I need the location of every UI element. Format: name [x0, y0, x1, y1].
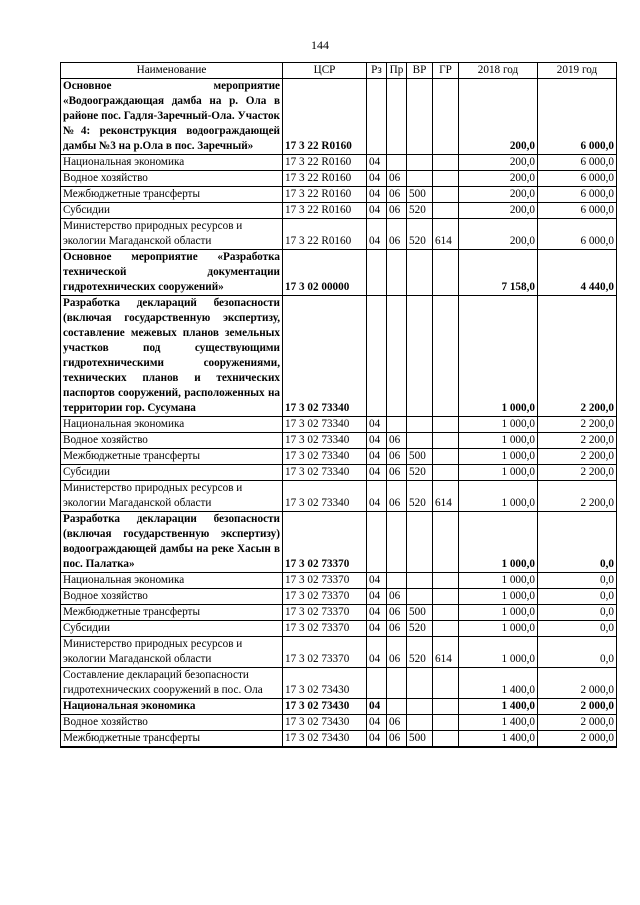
row-rz	[367, 296, 387, 417]
row-csr: 17 3 02 73430	[283, 668, 367, 699]
row-2019: 0,0	[538, 637, 617, 668]
row-2019: 0,0	[538, 605, 617, 621]
header-gr: ГР	[433, 63, 459, 79]
row-2019: 2 200,0	[538, 449, 617, 465]
row-gr	[433, 573, 459, 589]
row-csr: 17 3 02 73370	[283, 512, 367, 573]
row-vr	[407, 715, 433, 731]
row-vr	[407, 171, 433, 187]
row-2018: 200,0	[459, 155, 538, 171]
row-2018: 1 000,0	[459, 589, 538, 605]
row-2019: 2 200,0	[538, 296, 617, 417]
row-vr	[407, 512, 433, 573]
row-pr	[387, 417, 407, 433]
row-2018: 1 400,0	[459, 668, 538, 699]
row-vr: 500	[407, 449, 433, 465]
row-2018: 1 000,0	[459, 465, 538, 481]
row-2018: 200,0	[459, 79, 538, 155]
row-csr: 17 3 02 73370	[283, 589, 367, 605]
row-2018: 200,0	[459, 203, 538, 219]
table-row	[61, 465, 617, 481]
row-name: Субсидии	[61, 465, 283, 481]
row-csr: 17 3 02 73370	[283, 573, 367, 589]
row-rz: 04	[367, 433, 387, 449]
row-name: Водное хозяйство	[61, 715, 283, 731]
header-rz: Рз	[367, 63, 387, 79]
row-name: Водное хозяйство	[61, 171, 283, 187]
row-csr: 17 3 02 73430	[283, 731, 367, 747]
row-2018: 200,0	[459, 187, 538, 203]
row-name: Субсидии	[61, 621, 283, 637]
row-2018: 1 400,0	[459, 715, 538, 731]
row-vr	[407, 747, 433, 748]
row-gr	[433, 187, 459, 203]
row-2018: 200,0	[459, 219, 538, 250]
row-pr: 06	[387, 605, 407, 621]
row-vr: 500	[407, 187, 433, 203]
row-name: Министерство природных ресурсов и экологии Магаданской области	[61, 219, 283, 250]
row-rz: 04	[367, 155, 387, 171]
row-gr	[433, 250, 459, 296]
row-2018: 7 158,0	[459, 250, 538, 296]
row-pr: 06	[387, 621, 407, 637]
header-row	[61, 63, 617, 79]
row-name: Разработка деклараций безопасности (включая государственную экспертизу, составление межевых планов земельных участков под существующими гидротехническими сооружениями, технических планов и технических паспортов сооружений, расположенных на территории гор. Сусумана	[61, 296, 283, 417]
row-rz: 04	[367, 589, 387, 605]
row-gr	[433, 296, 459, 417]
row-rz: 04	[367, 417, 387, 433]
row-gr	[433, 699, 459, 715]
row-gr	[433, 605, 459, 621]
row-2019: 6 000,0	[538, 79, 617, 155]
row-rz: 04	[367, 187, 387, 203]
table-row	[61, 296, 617, 417]
table-row	[61, 481, 617, 512]
row-name: Межбюджетные трансферты	[61, 731, 283, 747]
row-2019	[538, 747, 617, 748]
row-2019: 0,0	[538, 589, 617, 605]
row-2019: 0,0	[538, 512, 617, 573]
row-2019: 2 000,0	[538, 715, 617, 731]
row-pr	[387, 699, 407, 715]
table-row	[61, 637, 617, 668]
row-pr	[387, 296, 407, 417]
row-2018: 1 000,0	[459, 621, 538, 637]
row-name: Составление деклараций безопасности гидротехнических сооружений в пос. Ола	[61, 668, 283, 699]
table-row	[61, 250, 617, 296]
row-vr: 500	[407, 731, 433, 747]
row-pr	[387, 668, 407, 699]
row-rz: 04	[367, 731, 387, 747]
row-rz: 04	[367, 481, 387, 512]
row-2018: 1 000,0	[459, 573, 538, 589]
row-pr	[387, 79, 407, 155]
row-rz: 04	[367, 637, 387, 668]
row-name: Водное хозяйство	[61, 589, 283, 605]
table-row	[61, 417, 617, 433]
row-vr: 520	[407, 219, 433, 250]
row-vr	[407, 668, 433, 699]
row-gr	[433, 715, 459, 731]
row-2018	[459, 747, 538, 748]
row-gr: 614	[433, 637, 459, 668]
row-name: Основное мероприятие «Водоограждающая дамба на р. Ола в районе пос. Гадля-Заречный-Ола. Участок №4: реконструкция водоограждающей дамбы №3 на р.Ола в пос. Заречный»	[61, 79, 283, 155]
row-vr	[407, 573, 433, 589]
row-name: Межбюджетные трансферты	[61, 449, 283, 465]
row-rz: 04	[367, 219, 387, 250]
row-rz: 04	[367, 171, 387, 187]
row-csr: 17 3 02 73430	[283, 699, 367, 715]
row-pr: 06	[387, 589, 407, 605]
table-row	[61, 621, 617, 637]
row-2018: 1 000,0	[459, 637, 538, 668]
row-name: Основное мероприятие «Разработка технической документации гидротехнических сооружений»	[61, 250, 283, 296]
header-vr: ВР	[407, 63, 433, 79]
row-vr: 520	[407, 465, 433, 481]
row-name: Межбюджетные трансферты	[61, 187, 283, 203]
row-vr: 500	[407, 605, 433, 621]
row-pr	[387, 512, 407, 573]
row-2018: 1 000,0	[459, 296, 538, 417]
row-2019: 0,0	[538, 573, 617, 589]
table-row	[61, 512, 617, 573]
row-2019: 2 000,0	[538, 731, 617, 747]
row-gr	[433, 203, 459, 219]
row-2018: 1 000,0	[459, 417, 538, 433]
row-csr: 17 3 02 73370	[283, 621, 367, 637]
row-2019: 0,0	[538, 621, 617, 637]
row-2019: 2 200,0	[538, 481, 617, 512]
row-vr	[407, 589, 433, 605]
table-row	[61, 187, 617, 203]
budget-table	[60, 62, 617, 748]
row-rz: 04	[367, 621, 387, 637]
table-row	[61, 433, 617, 449]
row-gr: 614	[433, 481, 459, 512]
row-csr: 17 3 22 R0160	[283, 203, 367, 219]
table-row	[61, 699, 617, 715]
row-2018: 1 000,0	[459, 512, 538, 573]
page-number: 144	[311, 38, 329, 52]
row-csr: 17 3 02 73370	[283, 637, 367, 668]
row-gr	[433, 449, 459, 465]
row-vr	[407, 250, 433, 296]
row-pr: 06	[387, 481, 407, 512]
row-rz	[367, 79, 387, 155]
row-gr	[433, 155, 459, 171]
row-2019: 6 000,0	[538, 187, 617, 203]
row-vr: 520	[407, 637, 433, 668]
row-vr: 520	[407, 481, 433, 512]
row-2019: 4 440,0	[538, 250, 617, 296]
row-vr	[407, 79, 433, 155]
row-2018: 1 000,0	[459, 481, 538, 512]
row-name: Национальная экономика	[61, 417, 283, 433]
row-vr: 520	[407, 621, 433, 637]
table-row	[61, 668, 617, 699]
table-row	[61, 731, 617, 747]
row-pr: 06	[387, 715, 407, 731]
row-rz	[367, 512, 387, 573]
row-pr: 06	[387, 433, 407, 449]
row-2019: 6 000,0	[538, 219, 617, 250]
row-name: Межбюджетные трансферты	[61, 605, 283, 621]
row-2018: 1 000,0	[459, 433, 538, 449]
table-row	[61, 203, 617, 219]
row-pr: 06	[387, 449, 407, 465]
row-2019: 2 000,0	[538, 699, 617, 715]
row-2019: 2 200,0	[538, 433, 617, 449]
row-pr: 06	[387, 219, 407, 250]
header-name: Наименование	[61, 63, 283, 79]
row-gr: 614	[433, 219, 459, 250]
row-pr: 06	[387, 171, 407, 187]
row-2019: 6 000,0	[538, 203, 617, 219]
row-vr	[407, 417, 433, 433]
row-csr: 17 3 02 00000	[283, 250, 367, 296]
row-rz: 04	[367, 449, 387, 465]
row-vr	[407, 433, 433, 449]
row-csr: 17 3 02 73340	[283, 433, 367, 449]
row-pr	[387, 747, 407, 748]
row-2018: 200,0	[459, 171, 538, 187]
row-2019: 2 000,0	[538, 668, 617, 699]
row-rz	[367, 668, 387, 699]
row-rz: 04	[367, 605, 387, 621]
row-gr	[433, 171, 459, 187]
row-gr	[433, 731, 459, 747]
row-csr: 17 3 02 73340	[283, 449, 367, 465]
row-rz	[367, 747, 387, 748]
row-name: Разработка декларации безопасности (включая государственную экспертизу) водоограждающей дамбы на реке Хасын в пос. Палатка»	[61, 512, 283, 573]
row-rz: 04	[367, 573, 387, 589]
row-rz: 04	[367, 715, 387, 731]
table-row	[61, 449, 617, 465]
row-pr: 06	[387, 731, 407, 747]
row-csr: 17 3 02 73340	[283, 417, 367, 433]
row-csr: 17 3 22 R0160	[283, 155, 367, 171]
row-pr: 06	[387, 203, 407, 219]
header-2018: 2018 год	[459, 63, 538, 79]
row-csr: 17 3 02 73340	[283, 481, 367, 512]
row-csr: 17 3 02 73340	[283, 296, 367, 417]
row-gr	[433, 465, 459, 481]
row-pr	[387, 573, 407, 589]
row-rz	[367, 250, 387, 296]
row-vr	[407, 155, 433, 171]
row-gr	[433, 589, 459, 605]
table-row	[61, 155, 617, 171]
row-gr	[433, 668, 459, 699]
row-pr	[387, 155, 407, 171]
row-2019: 2 200,0	[538, 417, 617, 433]
row-2019: 2 200,0	[538, 465, 617, 481]
table-row	[61, 79, 617, 155]
row-csr: 17 3 22 R0160	[283, 171, 367, 187]
row-gr	[433, 621, 459, 637]
row-gr	[433, 512, 459, 573]
row-name: Субсидии	[61, 203, 283, 219]
row-name: Водное хозяйство	[61, 433, 283, 449]
row-rz: 04	[367, 465, 387, 481]
row-gr	[433, 433, 459, 449]
header-2019: 2019 год	[538, 63, 617, 79]
row-name: Министерство природных ресурсов и экологии Магаданской области	[61, 637, 283, 668]
table-row	[61, 589, 617, 605]
row-gr	[433, 747, 459, 748]
table-row	[61, 747, 617, 748]
table-row	[61, 605, 617, 621]
row-pr	[387, 250, 407, 296]
row-name: Национальная экономика	[61, 155, 283, 171]
row-name: Министерство природных ресурсов и экологии Магаданской области	[61, 481, 283, 512]
row-pr: 06	[387, 637, 407, 668]
row-vr: 520	[407, 203, 433, 219]
row-vr	[407, 296, 433, 417]
row-vr	[407, 699, 433, 715]
row-csr: 17 3 02 73370	[283, 605, 367, 621]
row-csr: 17 3 22 R0160	[283, 187, 367, 203]
row-gr	[433, 79, 459, 155]
row-2019: 6 000,0	[538, 155, 617, 171]
row-2019: 6 000,0	[538, 171, 617, 187]
row-pr: 06	[387, 465, 407, 481]
row-csr	[283, 747, 367, 748]
table-row	[61, 573, 617, 589]
row-csr: 17 3 02 73340	[283, 465, 367, 481]
row-rz: 04	[367, 203, 387, 219]
table-row	[61, 219, 617, 250]
row-pr: 06	[387, 187, 407, 203]
row-name	[61, 747, 283, 748]
row-csr: 17 3 22 R0160	[283, 79, 367, 155]
row-name: Национальная экономика	[61, 699, 283, 715]
row-csr: 17 3 22 R0160	[283, 219, 367, 250]
row-2018: 1 000,0	[459, 449, 538, 465]
row-rz: 04	[367, 699, 387, 715]
table-row	[61, 171, 617, 187]
header-pr: Пр	[387, 63, 407, 79]
row-2018: 1 400,0	[459, 731, 538, 747]
row-2018: 1 400,0	[459, 699, 538, 715]
table-row	[61, 715, 617, 731]
row-2018: 1 000,0	[459, 605, 538, 621]
row-gr	[433, 417, 459, 433]
row-name: Национальная экономика	[61, 573, 283, 589]
row-csr: 17 3 02 73430	[283, 715, 367, 731]
header-csr: ЦСР	[283, 63, 367, 79]
